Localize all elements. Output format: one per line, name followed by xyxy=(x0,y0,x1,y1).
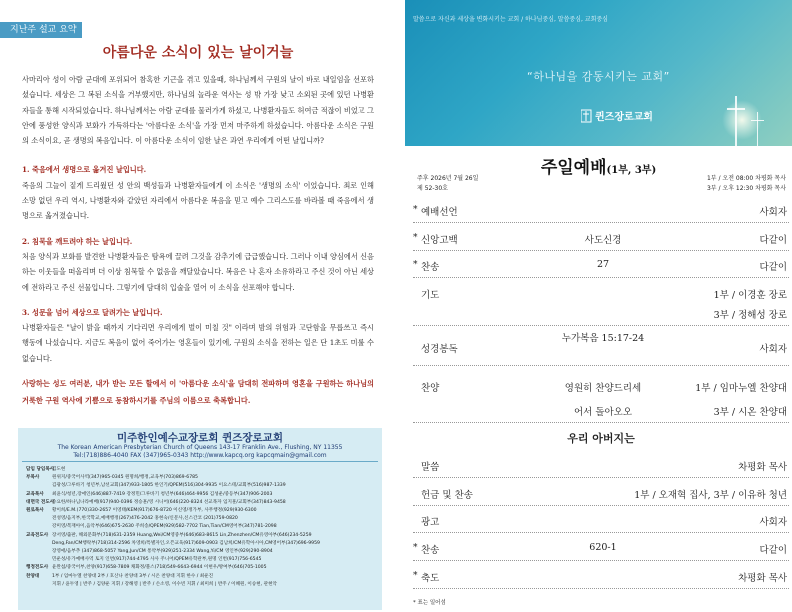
staff-role: 대면국 전도사 xyxy=(26,499,55,505)
banner-motto: “하나님을 감동시키는 교회” xyxy=(527,70,670,83)
section-tab-label: 지난주 설교 요약 xyxy=(0,22,82,38)
worship-time-1: 1부 / 오전 08:00 차평화 목사 xyxy=(706,175,786,182)
staff-row xyxy=(26,573,376,581)
staff-members: 김도현 xyxy=(52,467,66,472)
staff-role: 교육전도사 xyxy=(26,532,49,538)
worship-item-leader: 사회자 xyxy=(759,517,787,528)
worship-item xyxy=(413,227,789,251)
staff-members: 윤완섭/중국어부,찬양(917)658-7809 채화정/블스(718)549-6643-6944 이현우/방여부(646)705-1005 xyxy=(52,565,267,571)
staff-members: 김광성/그루바기 청년부,남선교회(347)933-1805 한인기/QPEM(516)304-9935 이요스테/교회부(516)987-1339 xyxy=(52,483,286,489)
sermon-point-3-title: 3. 성문을 넘어 세상으로 달려가는 날입니다. xyxy=(22,307,163,317)
worship-item xyxy=(413,375,789,399)
worship-item-leader: 차평화 목사 xyxy=(738,573,787,584)
worship-times-block xyxy=(707,174,786,194)
sermon-title: 아름다운 소식이 있는 날이거늘 xyxy=(102,45,294,61)
standing-marker: * xyxy=(413,543,418,553)
staff-members: 전성영/음지부,한국학교,예배행정(267)476-2042 홍현숙/신문사,신스간코 (201)759-0820 xyxy=(52,516,238,522)
worship-item-detail: 어서 돌아오오 xyxy=(573,407,633,418)
worship-item-detail: 영원히 찬양드리세 xyxy=(564,383,642,394)
worship-order-panel xyxy=(405,0,792,612)
staff-role: 원로목사 xyxy=(26,508,44,514)
staff-row xyxy=(26,466,376,474)
worship-item-detail: 27 xyxy=(596,259,610,270)
worship-item-leader: 다같이 xyxy=(759,235,787,246)
worship-issue: 제 52-30호 xyxy=(417,185,448,192)
staff-row xyxy=(26,507,376,515)
worship-item-detail: 620-1 xyxy=(589,542,617,553)
worship-item-leader: 1부 / 이경훈 장로 xyxy=(713,290,787,301)
worship-item-name: 말씀 xyxy=(421,462,440,473)
worship-item xyxy=(413,537,789,561)
standing-legend: * 표는 일어섬 xyxy=(413,600,446,606)
worship-item xyxy=(413,509,789,533)
worship-item-detail: 사도신경 xyxy=(584,235,622,246)
staff-role: 행정전도사 xyxy=(26,565,49,571)
church-info-box xyxy=(18,428,382,610)
staff-row xyxy=(26,581,376,589)
staff-row xyxy=(26,499,376,507)
worship-item-leader: 차평화 목사 xyxy=(738,462,787,473)
worship-item-name: 찬양 xyxy=(421,383,440,394)
worship-item-name: 축도 xyxy=(421,573,440,584)
staff-members: 장영애/음부추 (347)868-5057 Yang,Jun/CM 통약부(929)251-2334 Wang,Yi/CM 영인부(929)290-8904 xyxy=(52,549,273,555)
worship-item xyxy=(413,454,789,478)
church-name: 미주한인예수교장로회 퀸즈장로교회 xyxy=(117,432,283,444)
staff-role: 부목사 xyxy=(26,475,40,481)
sermon-closing: 사랑하는 성도 여러분, 내가 받는 모든 할에서 이 '아름다운 소식'을 담대히 전파하며 영혼을 구원하는 하나님의 거룩한 구원 역사에 기쁨으로 동참하시기를 주님의 이름으로 축복합니다. xyxy=(22,379,374,405)
worship-date-block xyxy=(417,174,478,194)
staff-members: 1부 / 임마누엘 찬양대 2부 / 호산나 찬양대 3부 / 시온 찬양대 지휘 한수 / 최운진 xyxy=(52,573,214,579)
staff-role xyxy=(26,581,52,589)
worship-item xyxy=(413,565,789,589)
worship-item-leader: 3부 / 정해성 장로 xyxy=(713,310,787,321)
standing-marker: * xyxy=(413,205,418,215)
sermon-point-1-title: 1. 죽음에서 생명으로 옮겨진 날입니다. xyxy=(22,165,147,175)
staff-row xyxy=(26,474,376,482)
staff-role: 담임 당임목사 xyxy=(26,467,55,472)
staff-members: 장서영/출판, 해외문화부(718)631-2359 Huang,Wei/CM영중부(646)683-8615 Lin,Zhenzhen/CM유영아부(646)234-5259 xyxy=(52,532,312,538)
staff-role xyxy=(26,515,52,523)
sermon-intro: 사마리아 성이 아람 군대에 포위되어 참혹한 기근을 겪고 있을때, 하나님께서 구원의 날이 바로 내일임을 선포하셨습니다. 세상은 그 복된 소식을 거부했지만, 하나님의 놀라운 역사는 성 밖 가장 낮고 소외된 곳에 있던 나병환자들을 통해 시작되었습니다. 하나님께서는 아람 군대를 물러가게 하셨고, 나병환자들도 허여금 적잖이 비었고 그 안에 풍성한 양식과 보화가 가득하다는 '아름다운 소식'을 가장 먼저 마주하게 하셨습니다. 아름다운 소식은 구원의 소식이요, 곧 생명의 복음입니다. 이 아름다운 소식이 임한 날은 과연 우리에게 어떤 날입니까? xyxy=(22,75,374,146)
staff-members: 황이희/E.M.(770)330-2657 이영태/KEM(917)676-8720 이신영/정가부, 사무행정(929)930-6300 xyxy=(52,508,257,514)
worship-item-leader: 다같이 xyxy=(759,262,787,273)
staff-members: 지휘 / 윤두영 | 반주 / 김양운 지휘 / 강해영 | 반주 / 손소영, 이수빈 지휘 / 최미희 | 반주 / 이혜원, 이승현, 관현악 xyxy=(52,581,277,587)
worship-date: 주후 2026년 7월 26일 xyxy=(417,175,479,182)
worship-item xyxy=(413,333,789,366)
worship-item xyxy=(413,254,789,278)
staff-role xyxy=(26,556,52,564)
staff-members: 최윤식/청년,장애인(646)887-7419 강정민/그루바기 청년부(646)464-9956 김성운/중등부(347)906-2003 xyxy=(52,491,273,497)
cross-icon xyxy=(757,112,758,146)
staff-row xyxy=(26,491,376,499)
worship-item-leader: 3부 / 시온 찬양대 xyxy=(713,407,787,418)
banner-slogan: 말씀으로 자신과 세상을 변화시키는 교회 / 하나님중심, 말씀중심, 교회중심 xyxy=(413,16,608,23)
worship-time-3: 3부 / 오후 12:30 차평화 목사 xyxy=(706,185,786,192)
divider xyxy=(22,461,378,462)
cross-icon xyxy=(735,96,737,146)
staff-row xyxy=(26,556,376,564)
staff-role xyxy=(26,482,52,490)
worship-item-leader: 사회자 xyxy=(759,207,787,218)
staff-row xyxy=(26,482,376,490)
staff-members: Deng,Fan/CM행락부(718)314-2596 차영희/특별자인,오픈교육(917)609-0903 김남희/CM유학아시아,CM영어부(347)696-9959 xyxy=(52,540,320,546)
worship-item-name: 예배선언 xyxy=(421,207,458,218)
staff-row xyxy=(26,532,376,540)
worship-item-name: 성경봉독 xyxy=(421,344,458,355)
staff-role xyxy=(26,540,52,548)
sermon-body xyxy=(22,72,374,409)
standing-marker: * xyxy=(413,233,418,243)
worship-title-main: 주일예배 xyxy=(540,158,607,178)
staff-role: 교육목사 xyxy=(26,491,44,497)
logo-text: 퀸즈장로교회 xyxy=(595,112,653,123)
staff-role xyxy=(26,523,52,531)
worship-item-leader: 사회자 xyxy=(759,344,787,355)
staff-members: 민운성/유가예배사역 토지 인번(917)744-4795 사사 주니어/QPEM유학관부,원명 인번(917)756-6545 xyxy=(52,557,262,563)
staff-list xyxy=(26,466,376,589)
worship-item-name: 헌금 및 찬송 xyxy=(421,490,473,501)
staff-members: 강미영/복재아이,음악부(646)675-2630 주희송/QPEM(929)582-7702 Tian,Tian/CM영어부(347)781-2098 xyxy=(52,524,277,530)
sermon-point-1-body: 죽음의 그늘이 짙게 드리웠던 성 안의 백성들과 나병환자들에게 이 소식은 '생명의 소식' 이었습니다. 죄로 인해 소망 없던 우리 역시, 나병환자와 같았던 자리에서 아름다운 복음을 믿고 예수 그리스도를 바라볼 때 죽음에서 생명으로 옮겨졌습니다. xyxy=(22,180,374,221)
cross-bar xyxy=(727,108,745,110)
worship-item xyxy=(413,399,789,423)
church-contact: Tel:(718)886-4040 FAX (347)965-0343 http://www.kapcq.org kapcqmain@gmail.com xyxy=(73,452,327,459)
staff-row xyxy=(26,548,376,556)
worship-item-leader: 1부 / 임마누엘 찬양대 xyxy=(695,383,787,394)
staff-row xyxy=(26,523,376,531)
worship-item-name: 광고 xyxy=(421,517,440,528)
sermon-heading: 우리 아버지는 xyxy=(567,432,635,445)
sermon-point-2-title: 2. 침묵을 깨트려야 하는 날입니다. xyxy=(22,236,133,246)
sermon-point-3-body: 나병환자들은 "날이 밝을 때까지 기다리면 우리에게 벌이 미칠 것" 이라며 밤의 위험과 고단함을 무릅쓰고 즉시 행동에 나섰습니다. 지금도 복음이 없어 죽어가는 영혼들이 있기에, 구원의 소식을 전하는 일은 단 1초도 미룰 수 없습니다. xyxy=(22,323,374,363)
staff-role: 찬양대 xyxy=(26,573,40,579)
worship-item xyxy=(413,199,789,223)
worship-item xyxy=(413,482,789,506)
worship-item-leader: 다같이 xyxy=(759,545,787,556)
staff-row xyxy=(26,515,376,523)
worship-item-name: 찬송 xyxy=(421,545,440,556)
staff-row xyxy=(26,564,376,572)
worship-item-name: 찬송 xyxy=(421,262,440,273)
worship-item-name: 기도 xyxy=(421,290,440,301)
sermon-point-2-body: 처음 양식과 보화를 발견한 나병환자들은 탐욕에 끌려 그것을 감추기에 급급했습니다. 그러나 이내 양심에서 신음하는 이웃들을 떠올리며 더 이상 침묵할 수 없음을 깨달았습니다. 복음은 나 혼자 소유하라고 주신 것이 아닌 세상에 전하라고 주신 선물입니다. 그렇기에 담대히 입술을 열어 이 소식을 선포해야 합니다. xyxy=(22,251,374,292)
worship-item xyxy=(413,302,789,326)
staff-members: 송요한/하나님나라예배(917)940-0396 정승훈/영 시니어(646)220-8324 선교목자 임지훈/교회부(347)843-9458 xyxy=(52,499,286,505)
worship-item-detail: 누가복음 15:17-24 xyxy=(561,333,645,344)
church-logo xyxy=(581,107,701,125)
standing-marker: * xyxy=(413,260,418,270)
staff-members: 원위지/중국어사역(347)965-0345 원명희/행정,교육부(703)869-6785 xyxy=(52,475,198,481)
standing-marker: * xyxy=(413,571,418,581)
staff-role xyxy=(26,548,52,556)
worship-title-sub: (1부, 3부) xyxy=(606,165,657,176)
worship-item-leader: 1부 / 오재혁 집사, 3부 / 이유하 청년 xyxy=(634,490,787,501)
church-banner xyxy=(405,0,792,146)
church-english-address: The Korean American Presbyterian Church of Queens 143-17 Franklin Ave., Flushing, NY 11355 xyxy=(57,444,343,451)
worship-item-name: 신앙고백 xyxy=(421,235,458,246)
cross-bar xyxy=(751,120,764,121)
staff-row xyxy=(26,540,376,548)
